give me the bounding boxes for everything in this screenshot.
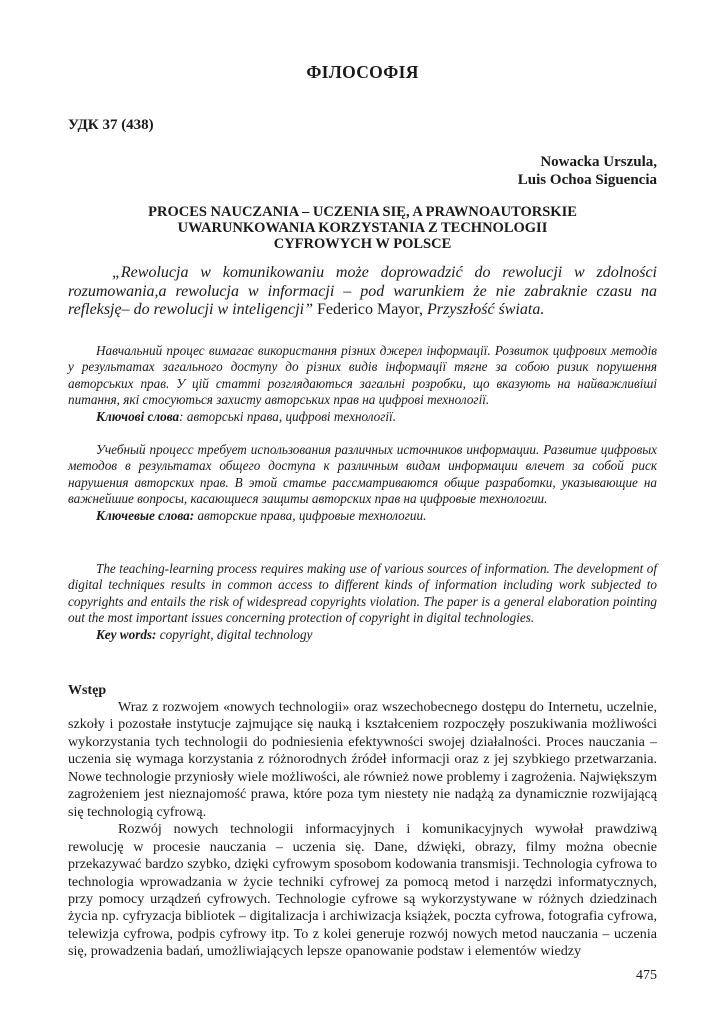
paper-title-line: CYFROWYCH W POLSCE [273, 236, 452, 252]
keywords-label: Ключові слова [96, 408, 180, 424]
keywords-label: Key words: [96, 626, 157, 642]
document-page [68, 0, 657, 1024]
epigraph [68, 264, 657, 320]
keywords-text: copyright, digital technology [156, 626, 313, 642]
abstract-russian [68, 442, 657, 524]
author-2: Luis Ochoa Siguencia [517, 172, 657, 188]
keywords-text: : авторські права, цифрові технології. [179, 408, 397, 424]
keywords-text: авторские права, цифровые технологии. [194, 507, 427, 523]
body-paragraph: Wraz z rozwojem «nowych technologii» oraz wszechobecnego dostępu do Internetu, uczelnie, szkoły i pozostałe instytucje zajmujące się nauką i kształceniem rozpoczęły poszukiwania możliwości wykorzystania tych technologii do podniesienia efektywności swojej działalności. Proces nauczania – uczenia się wymaga korzystania z różnorodnych źródeł informacji oraz z jej szybkiego przetwarzania. Nowe technologie przyniosły wiele możliwości, ale również nowe problemy i zagrożenia. Największym zagrożeniem jest nieznajomość prawa, które poza tym niestety nie nadążą za dynamicznie rozwijającą się technologią cyfrową. [68, 699, 658, 820]
intro-heading: Wstęp [68, 683, 107, 698]
keywords-line [68, 409, 657, 425]
udk-code: УДК 37 (438) [68, 117, 154, 133]
abstract-text: Учебный процесс требует использования различных источников информации. Развитие цифровых методов в результатах общего доступа к различным видам информации влечет за собой риск нарушения авторских прав. В этой статье рассматриваются общие разработки, указывающие на важнейшие вопросы, касающиеся защиты авторских прав на цифровые технологии. [68, 442, 657, 507]
epigraph-quote: „Rewolucja w komunikowaniu może doprowadzić do rewolucji w zdolności rozumowania,a rewolucja w informacji – pod warunkiem że nie zabraknie czasu na refleksję– do rewolucji w inteligencji” [68, 264, 657, 318]
section-title: ФІЛОСОФІЯ [306, 62, 419, 82]
keywords-label: Ключевые слова: [96, 507, 195, 523]
abstract-text: Навчальний процес вимагає використання різних джерел інформації. Розвиток цифрових методів у результатах загального доступу до різних видів інформації тягне за собою ризик порушення авторських прав. У цій статті розглядаються загальні розробки, що вказують на найважливіші питання, які стосуються захисту авторських прав на цифрові технології. [68, 343, 657, 408]
keywords-line [68, 508, 657, 524]
author-1: Nowacka Urszula, [540, 154, 657, 170]
paper-title-line: PROCES NAUCZANIA – UCZENIA SIĘ, A PRAWNOAUTORSKIE [148, 204, 577, 220]
paper-title [68, 204, 657, 252]
epigraph-work: Przyszłość świata. [427, 301, 545, 318]
authors-block [68, 153, 657, 189]
paper-title-line: UWARUNKOWANIA KORZYSTANIA Z TECHNOLOGII [177, 220, 548, 236]
body-text [68, 699, 657, 961]
body-paragraph: Rozwój nowych technologii informacyjnych i komunikacyjnych wywołał prawdziwą rewolucję w procesie nauczania – uczenia się. Dane, dźwięki, obrazy, filmy można obecnie przekazywać bardzo szybko, dzięki cyfrowym sposobom kodowania transmisji. Technologia cyfrowa to technologia wprowadzania w życie techniki cyfrowej za pomocą metod i narzędzi informatycznych, przy pomocy urządzeń cyfrowych. Technologie cyfrowe są wykorzystywane w różnych dziedzinach życia np. cyfryzacja bibliotek – digitalizacja i archiwizacja książek, poczta cyfrowa, fotografia cyfrowa, telewizja cyfrowa, podpis cyfrowy itp. To z kolei generuje rozwój nowych metod nauczania – uczenia się, prowadzenia badań, umożliwiających lepsze opanowanie podstaw i elementów wiedzy [68, 821, 657, 960]
page-number: 475 [636, 968, 657, 983]
abstract-text: The teaching-learning process requires making use of various sources of information. The development of digital techniques results in common access to different kinds of information including work subjected to copyrights and entails the risk of widespread copyrights violation. The paper is a general elaboration pointing out the most important issues concerning protection of copyright in digital technologies. [68, 561, 657, 626]
abstract-english [68, 561, 657, 643]
keywords-line [68, 627, 657, 643]
epigraph-author: Federico Mayor, [313, 301, 427, 318]
abstract-ukrainian [68, 343, 657, 425]
